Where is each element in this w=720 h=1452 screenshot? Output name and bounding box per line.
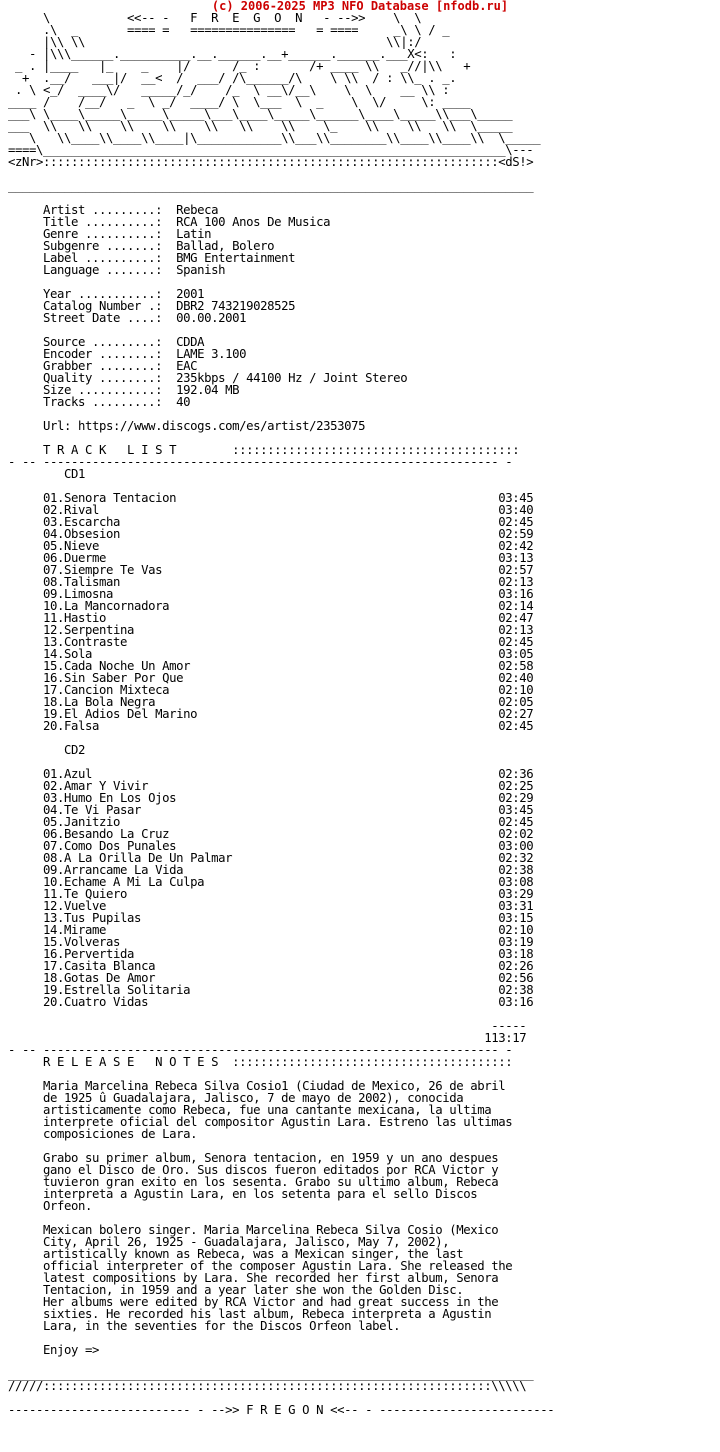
nfo-line: 20.Cuatro Vidas 03:16 — [8, 995, 534, 1009]
nfo-line: R E L E A S E N O T E S :::::::::::::::::::::::::::::::::::::::: — [8, 1055, 513, 1069]
nfo-line: - -- ----------------------------------------------------------------- - — [8, 1043, 513, 1057]
nfo-line: 03.Escarcha 02:45 — [8, 515, 534, 529]
nfo-line: Orfeon. — [8, 1199, 93, 1213]
nfo-line: Year ...........: 2001 — [8, 287, 205, 301]
nfo-line: _ . |____ |_ _ |/ /_ : /+ ____ \\ _//|\\ + — [8, 59, 471, 73]
nfo-line: 14.Mirame 02:10 — [8, 923, 534, 937]
nfo-line: ----- — [8, 1019, 527, 1033]
nfo-line: 16.Sin Saber Por Que 02:40 — [8, 671, 534, 685]
nfo-line: Quality ........: 235kbps / 44100 Hz / Joint Stereo — [8, 371, 408, 385]
nfo-line: 06.Besando La Cruz 02:02 — [8, 827, 534, 841]
nfo-line: 09.Arrancame La Vida 02:38 — [8, 863, 534, 877]
nfo-line: interprete oficial del compositor Agustin Lara. Estreno las ultimas — [8, 1115, 513, 1129]
nfo-line: + .__/ ___|/ __< / ___/ /\______/\ \ \\ / : \\_ . _. — [8, 71, 457, 85]
nfo-line: 07.Siempre Te Vas 02:57 — [8, 563, 534, 577]
nfo-line: Her albums were edited by RCA Victor and had great success in the — [8, 1295, 499, 1309]
nfo-line: 13.Contraste 02:45 — [8, 635, 534, 649]
nfo-line: 19.El Adios Del Marino 02:27 — [8, 707, 534, 721]
nfo-line: 14.Sola 03:05 — [8, 647, 534, 661]
nfo-line: latest compositions by Lara. She recorded her first album, Senora — [8, 1271, 499, 1285]
nfo-line: 03.Humo En Los Ojos 02:29 — [8, 791, 534, 805]
nfo-line: .\ _ ==== = =============== = ==== _\ \ / _ — [8, 23, 450, 37]
nfo-line: /////::::::::::::::::::::::::::::::::::::::::::::::::::::::::::::::::\\\\\ — [8, 1379, 527, 1393]
nfo-line: 18.La Bola Negra 02:05 — [8, 695, 534, 709]
nfo-line: 10.Echame A Mi La Culpa 03:08 — [8, 875, 534, 889]
nfo-line: - |\\\______.__________.__.______.__+______.______.___X<: : — [8, 47, 457, 61]
nfo-line: \ <<-- - F R E G O N - -->> \ \ — [8, 11, 422, 25]
nfo-line: Language .......: Spanish — [8, 263, 226, 277]
nfo-line: tuvieron gran exito en los sesenta. Grabo su ultimo album, Rebeca — [8, 1175, 499, 1189]
nfo-line: ====\__________________________________________________________________\--- — [8, 143, 534, 157]
nfo-line: 113:17 — [8, 1031, 527, 1045]
nfo-line: 13.Tus Pupilas 03:15 — [8, 911, 534, 925]
nfo-line: ___\ \____\_____\_____\_____\___\____\_____\______\____\_____\\___\_____ — [8, 107, 513, 121]
nfo-line: City, April 26, 1925 - Guadalajara, Jalisco, May 7, 2002), — [8, 1235, 450, 1249]
nfodb-header: (c) 2006-2025 MP3 NFO Database [nfodb.ru] — [211, 0, 509, 13]
nfo-line: 04.Te Vi Pasar 03:45 — [8, 803, 534, 817]
nfo-line: 20.Falsa 02:45 — [8, 719, 534, 733]
nfo-line: interpreta a Agustin Lara, en los setenta para el sello Discos — [8, 1187, 478, 1201]
nfo-line: artistically known as Rebeca, was a Mexican singer, the last — [8, 1247, 464, 1261]
nfo-line: ___ \\ \\ \\ \\ \\ \\ \\ \_ \\ \\ \\ \_____ — [8, 119, 513, 133]
nfo-line: 11.Te Quiero 03:29 — [8, 887, 534, 901]
nfo-line: 18.Gotas De Amor 02:56 — [8, 971, 534, 985]
nfo-line: composiciones de Lara. — [8, 1127, 198, 1141]
nfo-line: 19.Estrella Solitaria 02:38 — [8, 983, 534, 997]
nfo-line: 17.Casita Blanca 02:26 — [8, 959, 534, 973]
nfo-line: 15.Volveras 03:19 — [8, 935, 534, 949]
nfo-line: Grabber ........: EAC — [8, 359, 198, 373]
nfo-line: official interpreter of the composer Agustin Lara. She released the — [8, 1259, 513, 1273]
nfo-line: ___________________________________________________________________________ — [8, 1367, 534, 1381]
nfo-line: CD1 — [8, 467, 86, 481]
nfo-line: Encoder ........: LAME 3.100 — [8, 347, 247, 361]
nfo-line: ____ / /__/ _ \ _/ ____/ \ \___ \ _ \ \/ \: ____ — [8, 95, 471, 109]
nfo-text — [8, 12, 554, 1416]
nfo-line: Source .........: CDDA — [8, 335, 205, 349]
nfo-line: 08.Talisman 02:13 — [8, 575, 534, 589]
nfo-line: Street Date ....: 00.00.2001 — [8, 311, 247, 325]
nfo-line: Genre ..........: Latin — [8, 227, 212, 241]
nfo-line: 04.Obsesion 02:59 — [8, 527, 534, 541]
nfo-line: 09.Limosna 03:16 — [8, 587, 534, 601]
nfo-line: Artist .........: Rebeca — [8, 203, 219, 217]
nfo-line: - -- ----------------------------------------------------------------- - — [8, 455, 513, 469]
nfo-line: sixties. He recorded his last album, Rebeca interpreta a Agustin — [8, 1307, 492, 1321]
nfo-line: 16.Pervertida 03:18 — [8, 947, 534, 961]
nfo-line: 01.Azul 02:36 — [8, 767, 534, 781]
nfo-line: Grabo su primer album, Senora tentacion, en 1959 y un ano despues — [8, 1151, 499, 1165]
nfo-line: gano el Disco de Oro. Sus discos fueron editados por RCA Victor y — [8, 1163, 499, 1177]
nfo-line: Catalog Number .: DBR2 743219028525 — [8, 299, 296, 313]
nfo-line: -------------------------- - -->> F R E G O N <<-- - ------------------------- — [8, 1403, 555, 1417]
nfo-line: <zNr>:::::::::::::::::::::::::::::::::::::::::::::::::::::::::::::::::<dS!> — [8, 155, 534, 169]
nfo-line: Title ..........: RCA 100 Anos De Musica — [8, 215, 331, 229]
nfo-line: . \ <_/ ____\/ _____/_/ /_ \ __\/__\ \ \ __ \\ : — [8, 83, 450, 97]
nfo-line: 06.Duerme 03:13 — [8, 551, 534, 565]
nfo-line: Maria Marcelina Rebeca Silva Cosio1 (Ciudad de Mexico, 26 de abril — [8, 1079, 506, 1093]
nfo-line: 10.La Mancornadora 02:14 — [8, 599, 534, 613]
nfo-line: 05.Nieve 02:42 — [8, 539, 534, 553]
nfo-line: de 1925 û Guadalajara, Jalisco, 7 de mayo de 2002), conocida — [8, 1091, 464, 1105]
nfo-line: T R A C K L I S T ::::::::::::::::::::::::::::::::::::::::: — [8, 443, 520, 457]
nfo-line: 15.Cada Noche Un Amor 02:58 — [8, 659, 534, 673]
nfo-line: artisticamente como Rebeca, fue una cantante mexicana, la ultima — [8, 1103, 492, 1117]
nfo-line: 02.Amar Y Vivir 02:25 — [8, 779, 534, 793]
nfo-line: 12.Vuelve 03:31 — [8, 899, 534, 913]
nfo-line: 02.Rival 03:40 — [8, 503, 534, 517]
nfo-line: 12.Serpentina 02:13 — [8, 623, 534, 637]
nfo-line: 17.Cancion Mixteca 02:10 — [8, 683, 534, 697]
nfo-line: Tracks .........: 40 — [8, 395, 191, 409]
nfo-line: 07.Como Dos Punales 03:00 — [8, 839, 534, 853]
nfo-line: |\\ \\ \\|:/ — [8, 35, 422, 49]
nfo-line: Url: https://www.discogs.com/es/artist/2353075 — [8, 419, 366, 433]
nfo-line: Label ..........: BMG Entertainment — [8, 251, 296, 265]
nfo-line: 01.Senora Tentacion 03:45 — [8, 491, 534, 505]
nfo-line: \ \\____\\____\\____|\____________\\___\\________\\____\\____\\ \_____ — [8, 131, 541, 145]
nfo-line: Tentacion, in 1959 and a year later she won the Golden Disc. — [8, 1283, 464, 1297]
nfo-line: CD2 — [8, 743, 86, 757]
nfo-line: Subgenre .......: Ballad, Bolero — [8, 239, 275, 253]
nfo-line: Lara, in the seventies for the Discos Orfeon label. — [8, 1319, 401, 1333]
nfo-line: Enjoy => — [8, 1343, 100, 1357]
nfo-line: 11.Hastio 02:47 — [8, 611, 534, 625]
nfo-line: Mexican bolero singer. Maria Marcelina Rebeca Silva Cosio (Mexico — [8, 1223, 499, 1237]
nfo-line: 05.Janitzio 02:45 — [8, 815, 534, 829]
nfo-line: 08.A La Orilla De Un Palmar 02:32 — [8, 851, 534, 865]
nfo-line: Size ...........: 192.04 MB — [8, 383, 240, 397]
nfo-line: ___________________________________________________________________________ — [8, 179, 534, 193]
